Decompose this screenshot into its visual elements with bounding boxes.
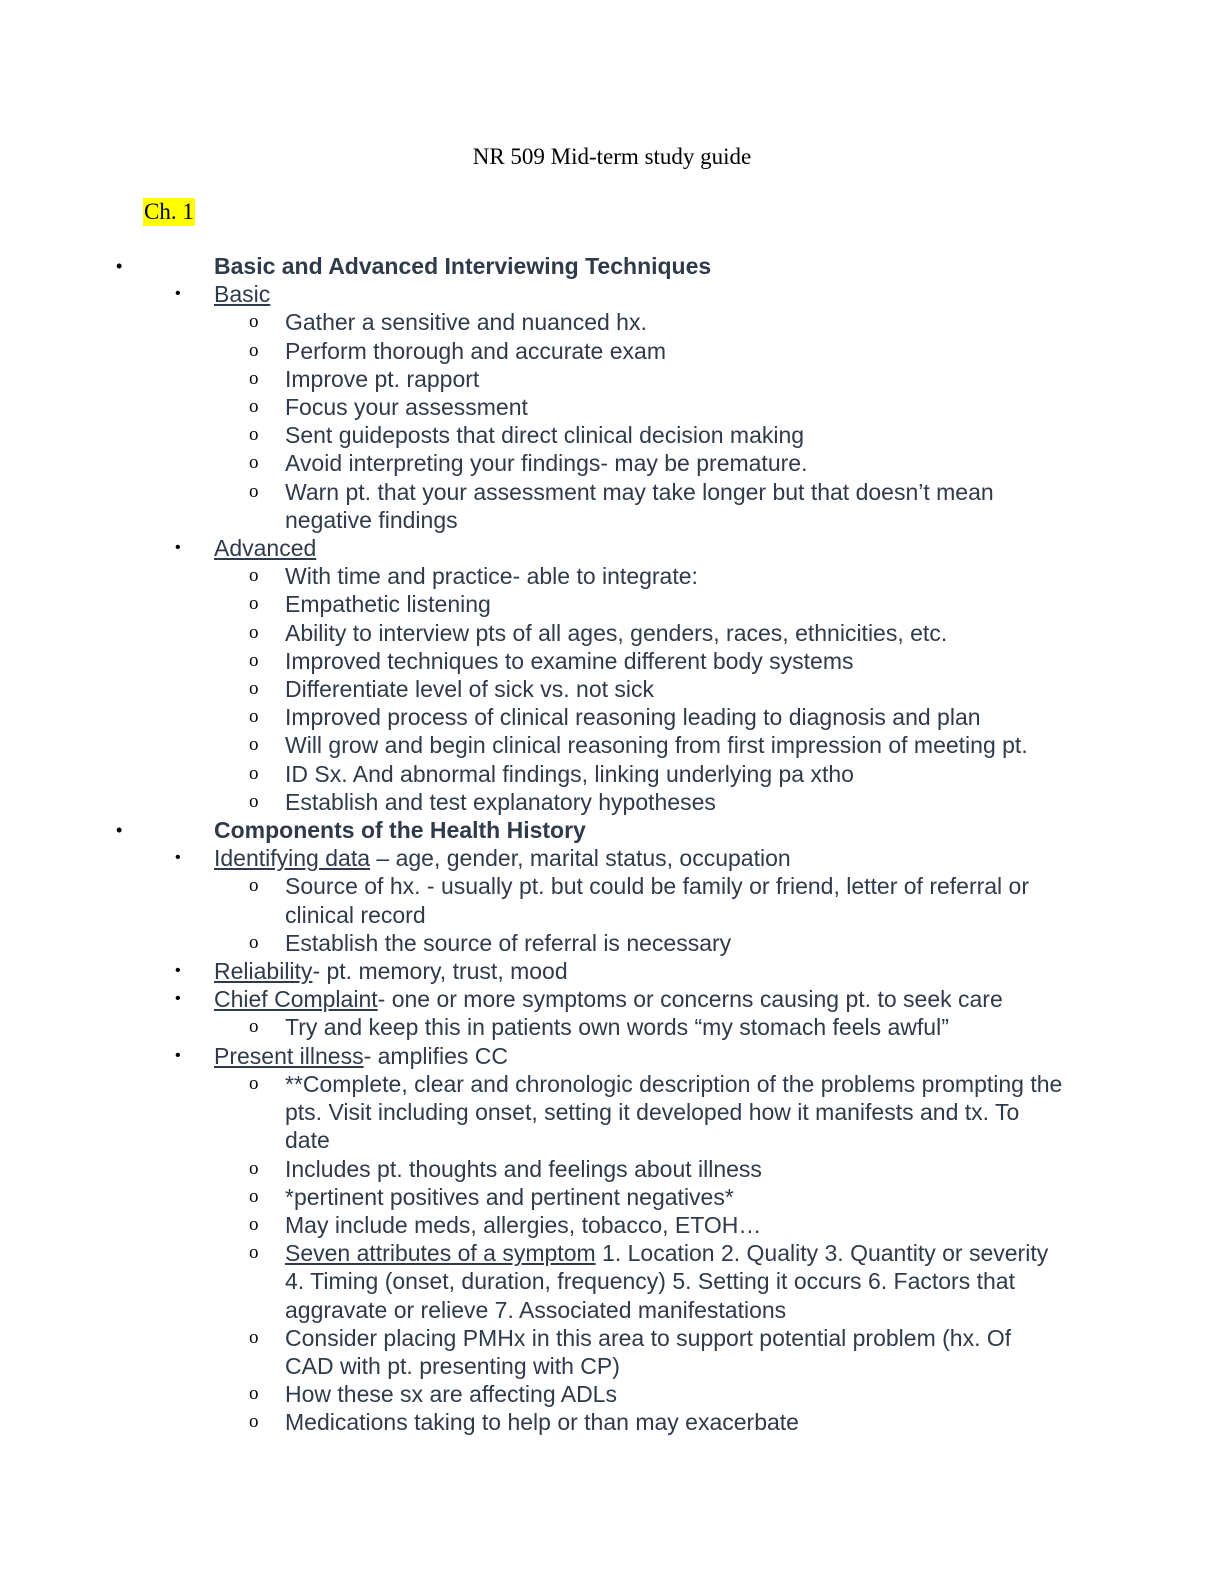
list-item-text	[214, 280, 1224, 308]
page-title: NR 509 Mid-term study guide	[472, 144, 752, 169]
bullet-marker: o	[249, 1016, 259, 1038]
bullet-marker: o	[249, 790, 259, 812]
sub-list-item	[0, 703, 1224, 731]
bullet-marker: o	[249, 1185, 259, 1207]
item-label: Present illness	[214, 1042, 364, 1069]
bullet-marker: •	[175, 285, 181, 303]
bullet-marker: •	[175, 539, 181, 557]
chapter-heading: Ch. 1	[144, 199, 194, 224]
sub-item-text: Gather a sensitive and nuanced hx.	[285, 309, 647, 336]
list-item	[0, 534, 1224, 562]
sub-list-item	[0, 1324, 1224, 1380]
sub-item-text: Warn pt. that your assessment may take longer but that doesn’t mean negative findings	[285, 478, 994, 533]
item-label: Basic	[214, 281, 271, 308]
bullet-marker: o	[249, 1411, 259, 1433]
sub-item-text: Differentiate level of sick vs. not sick	[285, 676, 654, 703]
sub-list-item	[0, 1013, 1224, 1041]
sub-list-item	[0, 788, 1224, 816]
sub-item-text: Establish the source of referral is necessary	[285, 929, 732, 956]
sub-list-item	[0, 1380, 1224, 1408]
list-item	[0, 957, 1224, 985]
bullet-marker: •	[175, 849, 181, 867]
bullet-marker: •	[175, 990, 181, 1008]
list-item	[0, 985, 1224, 1013]
sub-item-text: Sent guideposts that direct clinical decision making	[285, 422, 805, 449]
sub-list-item	[0, 308, 1224, 336]
section-heading-line	[0, 252, 1224, 280]
sub-list-item	[0, 647, 1224, 675]
sub-item-text: Improved process of clinical reasoning leading to diagnosis and plan	[285, 704, 981, 731]
sub-item-text: May include meds, allergies, tobacco, ETOH…	[285, 1211, 762, 1238]
sub-item-text: Establish and test explanatory hypotheses	[285, 788, 716, 815]
bullet-marker: o	[249, 621, 259, 643]
sub-item-text: Try and keep this in patients own words “my stomach feels awful”	[285, 1014, 949, 1041]
sub-item-text: Focus your assessment	[285, 394, 528, 421]
sub-item-text: Empathetic listening	[285, 591, 491, 618]
sub-list-item	[0, 449, 1224, 477]
bullet-marker: o	[249, 875, 259, 897]
sub-list-item	[0, 393, 1224, 421]
bullet-marker: o	[249, 452, 259, 474]
bullet-marker: o	[249, 931, 259, 953]
sub-list-item	[0, 1183, 1224, 1211]
sub-item-text: Consider placing PMHx in this area to support potential problem (hx. Of CAD with pt. presenting with CP)	[285, 1324, 1012, 1379]
bullet-marker: o	[249, 649, 259, 671]
sub-list-item	[0, 1239, 1224, 1324]
bullet-marker: o	[249, 339, 259, 361]
bullet-marker: o	[249, 1383, 259, 1405]
item-description: – age, gender, marital status, occupation	[370, 845, 791, 872]
bullet-marker: o	[249, 565, 259, 587]
sub-list-item	[0, 1155, 1224, 1183]
sub-item-text: Will grow and begin clinical reasoning from first impression of meeting pt.	[285, 732, 1028, 759]
sub-item-text: Improved techniques to examine different body systems	[285, 647, 854, 674]
list-item	[0, 844, 1224, 872]
bullet-marker: o	[249, 734, 259, 756]
section-heading: Basic and Advanced Interviewing Techniques	[214, 253, 712, 279]
list-item-text	[214, 957, 1224, 985]
bullet-marker: o	[249, 480, 259, 502]
sub-item-label: Seven attributes of a symptom	[285, 1240, 596, 1267]
bullet-marker: o	[249, 1326, 259, 1348]
bullet-marker: o	[249, 1242, 259, 1264]
sub-item-text: ID Sx. And abnormal findings, linking underlying pa xtho	[285, 760, 854, 787]
bullet-marker: o	[249, 396, 259, 418]
bullet-marker: o	[249, 367, 259, 389]
bullet-marker: o	[249, 311, 259, 333]
list-item	[0, 1042, 1224, 1070]
sub-item-text: Avoid interpreting your findings- may be premature.	[285, 450, 808, 477]
sub-item-text: Ability to interview pts of all ages, genders, races, ethnicities, etc.	[285, 619, 948, 646]
item-label: Identifying data	[214, 845, 371, 872]
sub-list-item	[0, 365, 1224, 393]
bullet-marker: o	[249, 1157, 259, 1179]
item-label: Chief Complaint	[214, 986, 378, 1013]
bullet-marker: o	[249, 1072, 259, 1094]
bullet-marker: o	[249, 424, 259, 446]
sub-item-text: Medications taking to help or than may exacerbate	[285, 1409, 799, 1436]
sub-list-item	[0, 478, 1224, 534]
sub-list-item	[0, 731, 1224, 759]
item-label: Advanced	[214, 535, 317, 562]
bullet-marker: •	[116, 256, 123, 276]
sub-list-item	[0, 1408, 1224, 1436]
sub-item-text: How these sx are affecting ADLs	[285, 1381, 617, 1408]
bullet-marker: o	[249, 762, 259, 784]
sub-list-item	[0, 590, 1224, 618]
list-item	[0, 280, 1224, 308]
sub-list-item	[0, 675, 1224, 703]
sub-item-text: Source of hx. - usually pt. but could be family or friend, letter of referral or clinical record	[285, 873, 1030, 928]
item-label: Reliability	[214, 958, 313, 985]
sub-item-text	[285, 1239, 1064, 1324]
sub-item-text: Perform thorough and accurate exam	[285, 337, 666, 364]
sub-item-text: With time and practice- able to integrate:	[285, 563, 698, 590]
item-description: - pt. memory, trust, mood	[312, 958, 568, 985]
sub-list-item	[0, 1211, 1224, 1239]
bullet-marker: o	[249, 1213, 259, 1235]
list-item-text	[214, 844, 1224, 872]
bullet-marker: •	[116, 820, 123, 841]
list-item-text	[214, 1042, 1224, 1070]
sub-list-item	[0, 421, 1224, 449]
sub-item-text: Improve pt. rapport	[285, 365, 480, 392]
sub-list-item	[0, 872, 1224, 928]
sub-list-item	[0, 929, 1224, 957]
outline-content	[0, 252, 1224, 1437]
bullet-marker: o	[249, 593, 259, 615]
sub-list-item	[0, 337, 1224, 365]
list-item-text	[214, 534, 1224, 562]
sub-item-text: **Complete, clear and chronologic description of the problems prompting the pts. Visit including onset, setting it developed how it manifests and tx. To date	[285, 1070, 1063, 1154]
bullet-marker: •	[175, 962, 181, 980]
sub-list-item	[0, 1070, 1224, 1155]
bullet-marker: o	[249, 706, 259, 728]
section-heading: Components of the Health History	[214, 817, 586, 844]
sub-item-text: Includes pt. thoughts and feelings about illness	[285, 1155, 762, 1182]
item-description: - amplifies CC	[363, 1042, 508, 1069]
list-item-text	[214, 985, 1224, 1013]
sub-list-item	[0, 619, 1224, 647]
sub-list-item	[0, 760, 1224, 788]
sub-item-description: 1. Location 2. Quality 3. Quantity or severity 4. Timing (onset, duration, frequency) 5. Setting it occurs 6. Factors that aggravate or relieve 7. Associated manifestations	[285, 1240, 1049, 1323]
item-description: - one or more symptoms or concerns causing pt. to seek care	[377, 986, 1003, 1013]
bullet-marker: o	[249, 678, 259, 700]
sub-item-text: *pertinent positives and pertinent negatives*	[285, 1183, 734, 1210]
sub-list-item	[0, 562, 1224, 590]
section-heading-line	[0, 816, 1224, 844]
bullet-marker: •	[175, 1046, 181, 1064]
